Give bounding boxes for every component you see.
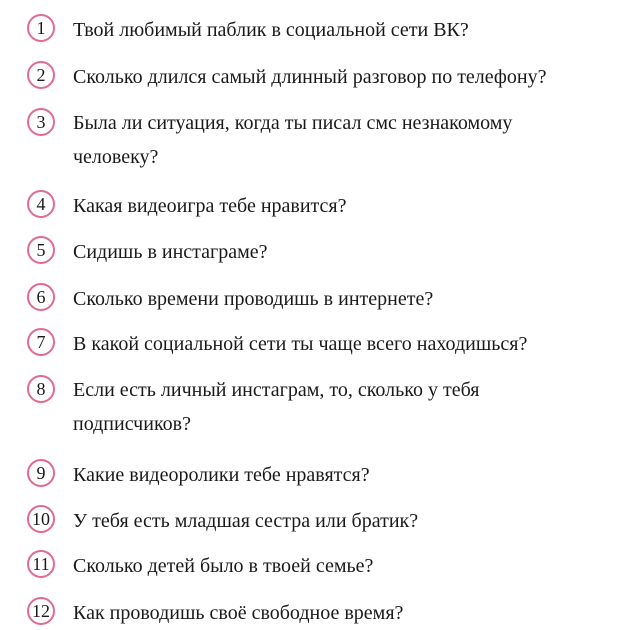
question-number-badge: 9 — [27, 459, 55, 487]
question-number-badge: 5 — [27, 236, 55, 264]
question-text: У тебя есть младшая сестра или братик? — [73, 510, 419, 532]
question-number-badge: 10 — [27, 505, 55, 533]
question-text: Была ли ситуация, когда ты писал смс незнакомому человеку? — [73, 112, 513, 168]
question-text: Сколько длился самый длинный разговор по телефону? — [73, 66, 547, 88]
question-number-badge: 12 — [27, 597, 55, 625]
question-text: Твой любимый паблик в социальной сети ВК? — [73, 19, 469, 41]
question-number-badge: 1 — [27, 14, 55, 42]
question-text: Сколько детей было в твоей семье? — [73, 555, 374, 577]
question-number-badge: 2 — [27, 61, 55, 89]
question-text: Сколько времени проводишь в интернете? — [73, 288, 434, 310]
question-number-badge: 11 — [27, 550, 55, 578]
question-text: Как проводишь своё свободное время? — [73, 602, 404, 624]
question-text: Если есть личный инстаграм, то, сколько у тебя подписчиков? — [73, 379, 480, 435]
question-text: В какой социальной сети ты чаще всего находишься? — [73, 333, 528, 355]
question-text: Сидишь в инстаграме? — [73, 241, 268, 263]
question-number-badge: 8 — [27, 375, 55, 403]
question-text: Какие видеоролики тебе нравятся? — [73, 464, 370, 486]
question-number-badge: 7 — [27, 328, 55, 356]
question-number-badge: 3 — [27, 108, 55, 136]
question-number-badge: 4 — [27, 190, 55, 218]
question-number-badge: 6 — [27, 283, 55, 311]
question-text: Какая видеоигра тебе нравится? — [73, 195, 347, 217]
